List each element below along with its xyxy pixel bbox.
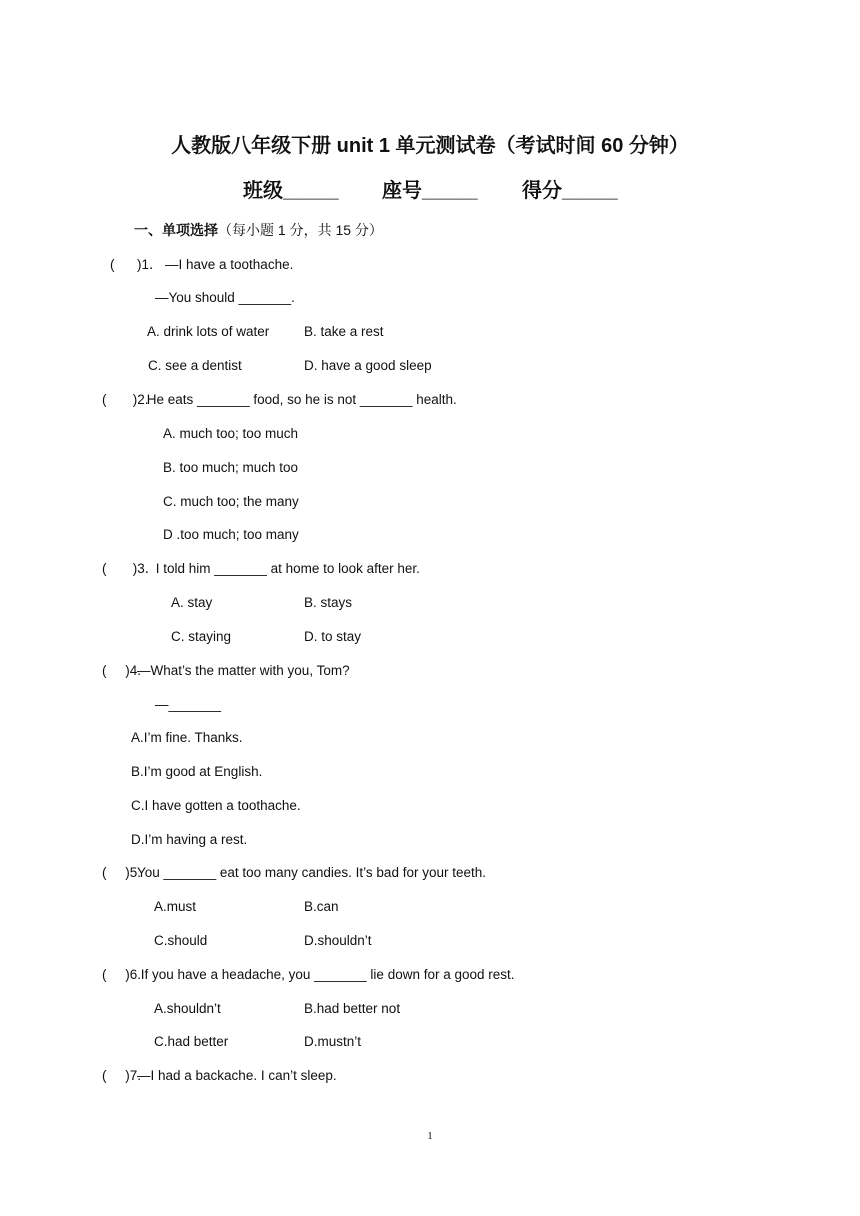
q4-prefix: ( )4. (102, 663, 142, 678)
q6-option-b: B.had better not (304, 1001, 401, 1016)
q3-prefix: ( )3． (102, 561, 159, 576)
q6-prefix: ( )6. (102, 967, 142, 982)
q2-prefix: ( )2. (102, 392, 149, 407)
q1-stem: —I have a toothache. (165, 257, 294, 272)
section-heading (134, 221, 383, 239)
seat-field: 座号_____ (382, 180, 478, 202)
q5-option-b: B.can (304, 899, 339, 914)
section-note: （每小题 1 分，共 15 分） (218, 222, 383, 238)
q4-option-b: B.I’m good at English. (131, 764, 263, 779)
q2-option-c: C. much too; the many (163, 494, 299, 509)
q3-option-b: B. stays (304, 595, 353, 610)
q1-option-c: C. see a dentist (148, 358, 242, 373)
q4-option-d: D.I’m having a rest. (131, 832, 248, 847)
q4-reply: —_______ (155, 697, 222, 712)
q5-option-c: C.should (154, 933, 208, 948)
q2-option-d: D .too much; too many (163, 527, 299, 542)
q1-reply: —You should _______. (155, 290, 295, 305)
q2-stem: He eats _______ food, so he is not _______ health. (143, 392, 457, 407)
q1-option-d: D. have a good sleep (304, 358, 432, 373)
q5-stem: You _______ eat too many candies. It’s bad for your teeth. (137, 865, 486, 880)
q1-option-b: B. take a rest (304, 324, 384, 339)
q3-stem: I told him _______ at home to look after her. (152, 561, 420, 576)
q6-option-c: C.had better (154, 1034, 229, 1049)
q1-option-a: A. drink lots of water (147, 324, 270, 339)
q7-prefix: ( )7. (102, 1068, 142, 1083)
document-title: 人教版八年级下册 unit 1 单元测试卷（考试时间 60 分钟） (171, 135, 689, 157)
class-field: 班级_____ (243, 180, 339, 202)
q4-option-a: A.I’m fine. Thanks. (131, 730, 243, 745)
score-field: 得分_____ (522, 180, 618, 202)
q3-option-a: A. stay (171, 595, 213, 610)
page-number: 1 (427, 1130, 433, 1142)
q5-prefix: ( )5. (102, 865, 142, 880)
q6-option-d: D.mustn’t (304, 1034, 362, 1049)
q2-option-b: B. too much; much too (163, 460, 299, 475)
q6-stem: If you have a headache, you _______ lie down for a good rest. (137, 967, 515, 982)
q2-option-a: A. much too; too much (163, 426, 299, 441)
q3-option-d: D. to stay (304, 629, 362, 644)
q3-option-c: C. staying (171, 629, 232, 644)
section-title: 一、单项选择 (134, 222, 218, 238)
q6-option-a: A.shouldn’t (154, 1001, 221, 1016)
q7-stem: —I had a backache. I can’t sleep. (137, 1068, 337, 1083)
q5-option-d: D.shouldn’t (304, 933, 372, 948)
q4-stem: —What’s the matter with you, Tom? (137, 663, 350, 678)
q5-option-a: A.must (154, 899, 197, 914)
q1-prefix: ( )1． (110, 257, 163, 272)
q4-option-c: C.I have gotten a toothache. (131, 798, 301, 813)
